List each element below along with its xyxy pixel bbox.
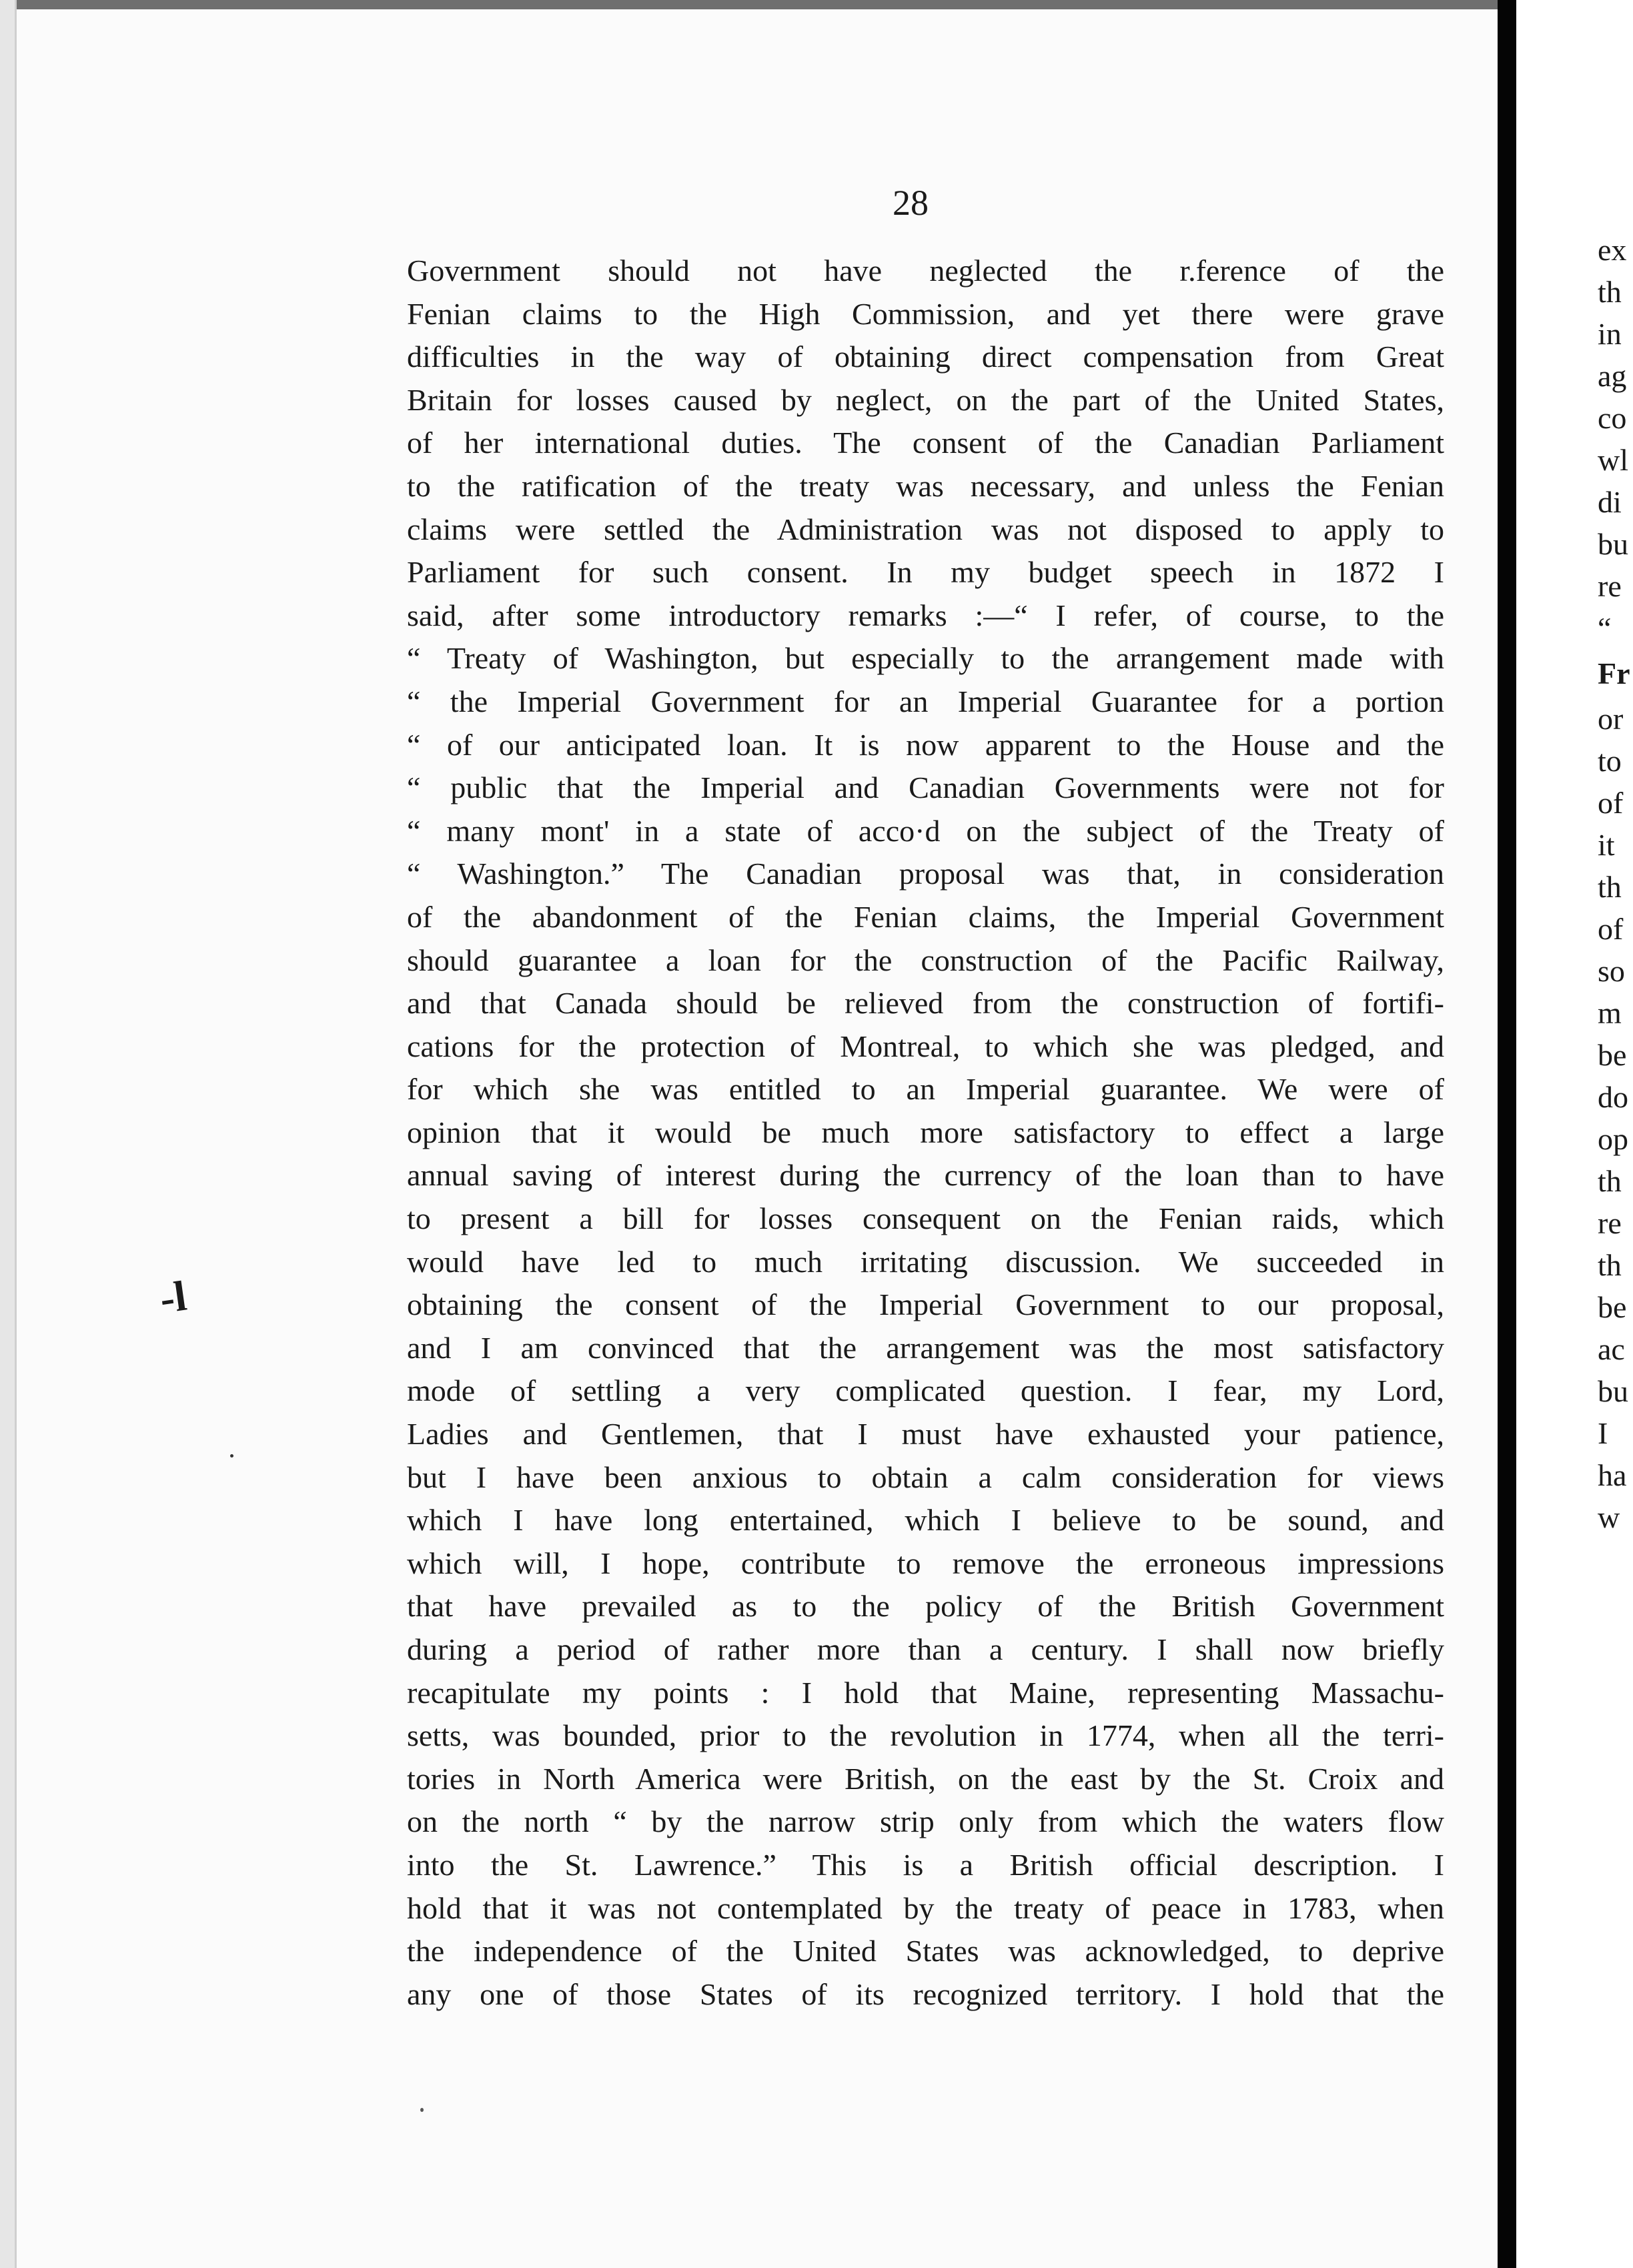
facing-page-fragment: bu xyxy=(1598,527,1628,561)
facing-page-fragment: th xyxy=(1598,275,1622,309)
facing-page-fragment: do xyxy=(1598,1080,1628,1114)
text-line: hold that it was not contemplated by the treaty of peace in 1783, when xyxy=(407,1890,1444,1925)
text-line: that have prevailed as to the policy of the British Government xyxy=(407,1589,1444,1624)
text-line: said, after some introductory remarks :—“ I refer, of course, to the xyxy=(407,598,1444,632)
facing-page-fragment: or xyxy=(1598,702,1624,736)
text-line: difficulties in the way of obtaining direct compensation from Great xyxy=(407,340,1444,374)
text-line: into the St. Lawrence.” This is a British official description. I xyxy=(407,1847,1444,1882)
margin-annotation: -l xyxy=(157,1271,189,1323)
facing-page-fragment: ex xyxy=(1598,233,1627,267)
facing-page-fragment: I xyxy=(1598,1416,1608,1450)
text-line: opinion that it would be much more satisfactory to effect a large xyxy=(407,1115,1444,1149)
facing-page-fragment: ha xyxy=(1598,1458,1627,1492)
facing-page-fragment: th xyxy=(1598,1164,1622,1198)
facing-page-fragment: in xyxy=(1598,317,1622,351)
facing-page-fragment: re xyxy=(1598,1206,1622,1240)
text-line: Ladies and Gentlemen, that I must have exhausted your patience, xyxy=(407,1417,1444,1452)
text-line: should guarantee a loan for the construction of the Pacific Railway, xyxy=(407,943,1444,977)
text-line: of her international duties. The consent of the Canadian Parliament xyxy=(407,426,1444,460)
text-line: annual saving of interest during the currency of the loan than to have xyxy=(407,1158,1444,1193)
facing-page-fragment: co xyxy=(1598,401,1627,435)
page-divider xyxy=(1498,0,1516,2268)
body-text xyxy=(407,249,1444,2016)
text-line: tories in North America were British, on the east by the St. Croix and xyxy=(407,1761,1444,1796)
text-line: “ the Imperial Government for an Imperial Guarantee for a portion xyxy=(407,684,1444,718)
facing-page-fragment: be xyxy=(1598,1290,1627,1324)
facing-page-fragment: so xyxy=(1598,954,1625,988)
facing-page-fragment: th xyxy=(1598,870,1622,904)
text-line: but I have been anxious to obtain a calm consideration for views xyxy=(407,1460,1444,1494)
facing-page-fragment: di xyxy=(1598,485,1622,519)
text-line: of the abandonment of the Fenian claims, the Imperial Government xyxy=(407,899,1444,934)
facing-page-fragment: to xyxy=(1598,744,1622,778)
text-line: mode of settling a very complicated question. I fear, my Lord, xyxy=(407,1373,1444,1408)
facing-page-fragment: it xyxy=(1598,828,1615,862)
text-line: any one of those States of its recognized territory. I hold that the xyxy=(407,1976,1444,2011)
text-line: “ public that the Imperial and Canadian Governments were not for xyxy=(407,770,1444,805)
text-line: Parliament for such consent. In my budget speech in 1872 I xyxy=(407,555,1444,590)
text-line: setts, was bounded, prior to the revolution in 1774, when all the terri- xyxy=(407,1718,1444,1753)
text-line: to the ratification of the treaty was necessary, and unless the Fenian xyxy=(407,468,1444,503)
text-line: Government should not have neglected the r.ference of the xyxy=(407,253,1444,288)
facing-page-fragment: th xyxy=(1598,1248,1622,1282)
facing-page-fragment: be xyxy=(1598,1038,1627,1072)
text-line: which will, I hope, contribute to remove the erroneous impressions xyxy=(407,1546,1444,1580)
page-speck xyxy=(420,2108,424,2112)
facing-page-fragment: w xyxy=(1598,1500,1620,1534)
facing-page-fragment: of xyxy=(1598,786,1624,820)
facing-page-fragment: ac xyxy=(1598,1332,1625,1366)
scan-top-edge xyxy=(0,0,1633,9)
facing-page-fragment: of xyxy=(1598,912,1624,946)
text-line: Fenian claims to the High Commission, and yet there were grave xyxy=(407,296,1444,331)
text-line: Britain for losses caused by neglect, on the part of the United States, xyxy=(407,382,1444,417)
text-line: recapitulate my points : I hold that Maine, representing Massachu- xyxy=(407,1675,1444,1710)
facing-page-fragment: Fr xyxy=(1598,656,1630,690)
text-line: “ of our anticipated loan. It is now apparent to the House and the xyxy=(407,727,1444,762)
facing-page-fragment: wl xyxy=(1598,443,1628,477)
text-line: which I have long entertained, which I believe to be sound, and xyxy=(407,1503,1444,1538)
text-line: for which she was entitled to an Imperial guarantee. We were of xyxy=(407,1072,1444,1107)
text-line: “ Washington.” The Canadian proposal was that, in consideration xyxy=(407,857,1444,891)
text-line: the independence of the United States was acknowledged, to deprive xyxy=(407,1934,1444,1968)
facing-page-fragment: m xyxy=(1598,996,1622,1030)
margin-speck xyxy=(230,1454,233,1458)
text-line: on the north “ by the narrow strip only from which the waters flow xyxy=(407,1804,1444,1839)
facing-page-fragment: ag xyxy=(1598,359,1627,393)
text-line: obtaining the consent of the Imperial Government to our proposal, xyxy=(407,1287,1444,1322)
text-line: cations for the protection of Montreal, to which she was pledged, and xyxy=(407,1029,1444,1063)
facing-page-fragment: “ xyxy=(1598,611,1612,645)
document-page xyxy=(17,9,1498,2268)
text-line: “ many mont' in a state of acco·d on the subject of the Treaty of xyxy=(407,813,1444,848)
text-line: claims were settled the Administration was not disposed to apply to xyxy=(407,512,1444,546)
facing-page-fragment: bu xyxy=(1598,1374,1628,1408)
text-line: and that Canada should be relieved from the construction of fortifi- xyxy=(407,986,1444,1021)
scan-left-edge xyxy=(0,0,15,2268)
page-number: 28 xyxy=(893,183,929,223)
text-line: “ Treaty of Washington, but especially to the arrangement made with xyxy=(407,641,1444,676)
text-line: would have led to much irritating discussion. We succeeded in xyxy=(407,1244,1444,1279)
facing-page-fragment: re xyxy=(1598,569,1622,603)
text-line: to present a bill for losses consequent on the Fenian raids, which xyxy=(407,1201,1444,1236)
text-line: and I am convinced that the arrangement was the most satisfactory xyxy=(407,1330,1444,1365)
text-line: during a period of rather more than a century. I shall now briefly xyxy=(407,1632,1444,1666)
facing-page-fragment: op xyxy=(1598,1122,1628,1156)
